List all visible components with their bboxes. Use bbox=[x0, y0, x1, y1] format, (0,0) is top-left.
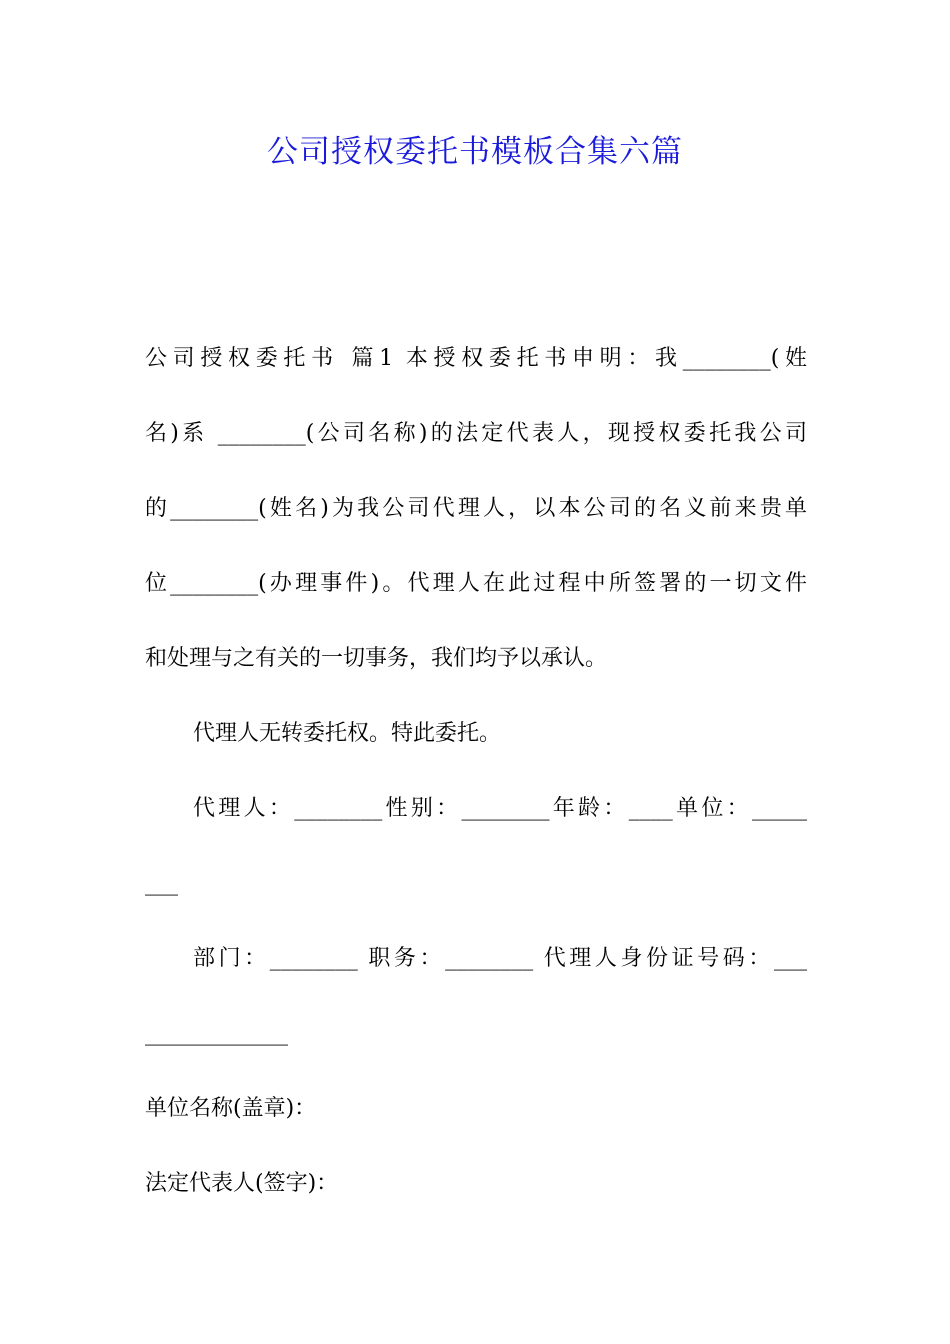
paragraph-line-2: 名)系 ________(公司名称)的法定代表人，现授权委托我公司 bbox=[145, 421, 807, 446]
legal-representative-signature-line: 法定代表人(签字)： bbox=[145, 1171, 339, 1196]
agent-info-line: 代理人：________性别：________年龄：____单位：_____ bbox=[193, 796, 807, 821]
company-seal-line: 单位名称(盖章)： bbox=[145, 1096, 317, 1121]
no-subdelegation-line: 代理人无转委托权。特此委托。 bbox=[193, 721, 502, 746]
document-title: 公司授权委托书模板合集六篇 bbox=[267, 134, 683, 170]
department-line-continued: _____________ bbox=[145, 1021, 288, 1046]
paragraph-line-5: 和处理与之有关的一切事务，我们均予以承认。 bbox=[145, 646, 608, 671]
agent-info-line-continued: ___ bbox=[145, 871, 178, 896]
department-line: 部门：________ 职务：________ 代理人身份证号码：___ bbox=[193, 946, 807, 971]
paragraph-line-1: 公司授权委托书 篇1 本授权委托书申明：我________(姓 bbox=[145, 346, 807, 371]
paragraph-line-3: 的________(姓名)为我公司代理人，以本公司的名义前来贵单 bbox=[145, 496, 807, 521]
paragraph-line-4: 位________(办理事件)。代理人在此过程中所签署的一切文件 bbox=[145, 571, 807, 596]
